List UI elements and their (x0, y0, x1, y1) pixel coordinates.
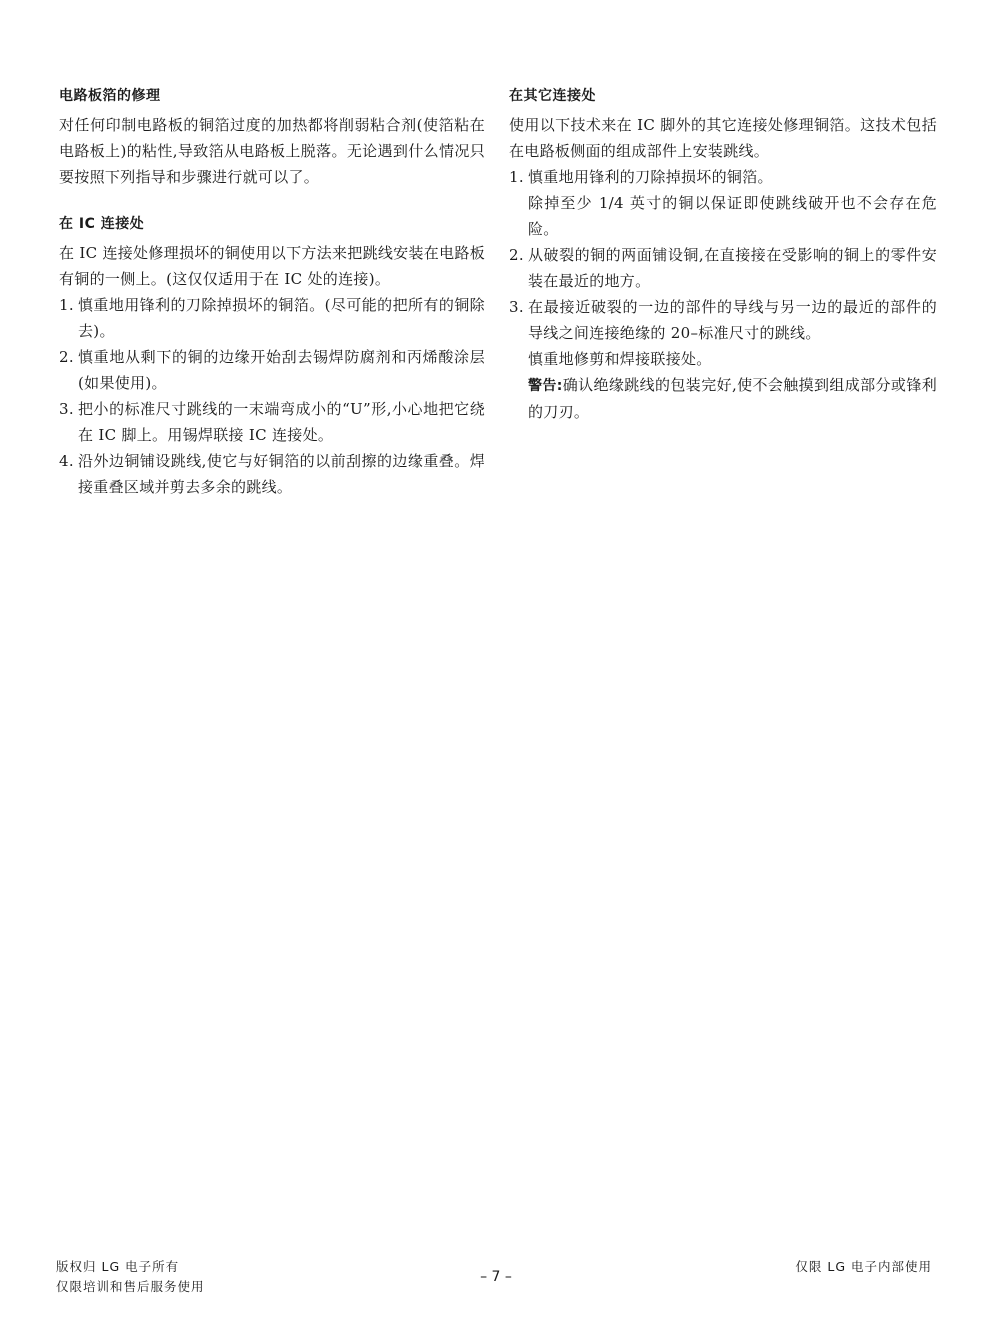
list-item (59, 292, 485, 344)
step-number: 1. (509, 168, 524, 186)
list-item (59, 448, 485, 500)
step-number: 1. (59, 296, 74, 314)
step-text: 在最接近破裂的一边的部件的导线与另一边的最近的部件的导线之间连接绝缘的 20–标准尺寸的跳线。 (528, 298, 937, 342)
step-number: 2. (59, 348, 74, 366)
list-item (509, 242, 937, 294)
list-item (59, 396, 485, 448)
section-body-other-connections: 使用以下技术来在 IC 脚外的其它连接处修理铜箔。这技术包括在电路板侧面的组成部件上安装跳线。 (509, 116, 937, 160)
section-body-pcb-foil-repair: 对任何印制电路板的铜箔过度的加热都将削弱粘合剂(使箔粘在电路板上)的粘性,导致箔从电路板上脱落。无论遇到什么情况只要按照下列指导和步骤进行就可以了。 (59, 116, 485, 186)
step-text: 沿外边铜铺设跳线,使它与好铜箔的以前刮擦的边缘重叠。焊接重叠区域并剪去多余的跳线。 (78, 452, 485, 496)
step-number: 3. (509, 298, 524, 316)
step-text: 慎重地用锋利的刀除掉损坏的铜箔。 (528, 168, 773, 186)
page-number: – 7 – (480, 1269, 512, 1285)
ic-connection-steps (59, 292, 485, 500)
other-connection-steps (509, 164, 937, 425)
warning-text: 确认绝缘跳线的包装完好,使不会触摸到组成部分或锋利的刀刃。 (528, 376, 937, 421)
step-number: 2. (509, 246, 524, 264)
step-text: 从破裂的铜的两面铺设铜,在直接接在受影响的铜上的零件安装在最近的地方。 (528, 246, 937, 290)
section-heading-ic-connection: 在 IC 连接处 (59, 216, 145, 232)
step-number: 4. (59, 452, 74, 470)
list-item (59, 344, 485, 396)
step-subtext: 慎重地修剪和焊接联接处。 (528, 350, 712, 368)
right-column (509, 86, 937, 425)
step-text: 慎重地用锋利的刀除掉损坏的铜箔。(尽可能的把所有的铜除去)。 (78, 296, 485, 340)
step-subtext: 除掉至少 1/4 英寸的铜以保证即使跳线破开也不会存在危险。 (528, 194, 937, 238)
section-heading-other-connections: 在其它连接处 (509, 88, 596, 104)
footer-copyright-line2: 仅限培训和售后服务使用 (56, 1279, 205, 1294)
footer-copyright-line1: 版权归 LG 电子所有 (56, 1259, 180, 1274)
step-text: 慎重地从剩下的铜的边缘开始刮去锡焊防腐剂和丙烯酸涂层(如果使用)。 (78, 348, 485, 392)
section-body-ic-connection: 在 IC 连接处修理损坏的铜使用以下方法来把跳线安装在电路板有铜的一侧上。(这仅仅适用于在 IC 处的连接)。 (59, 244, 485, 288)
spacer (59, 190, 485, 214)
footer-internal-use: 仅限 LG 电子内部使用 (795, 1259, 932, 1274)
left-column (59, 86, 485, 500)
list-item (509, 164, 937, 242)
step-text: 把小的标准尺寸跳线的一末端弯成小的“U”形,小心地把它绕在 IC 脚上。用锡焊联接 IC 连接处。 (78, 400, 485, 444)
section-heading-pcb-foil-repair: 电路板箔的修理 (59, 88, 161, 104)
warning-note (528, 372, 937, 425)
warning-label: 警告: (528, 378, 563, 394)
step-number: 3. (59, 400, 74, 418)
list-item (509, 294, 937, 425)
